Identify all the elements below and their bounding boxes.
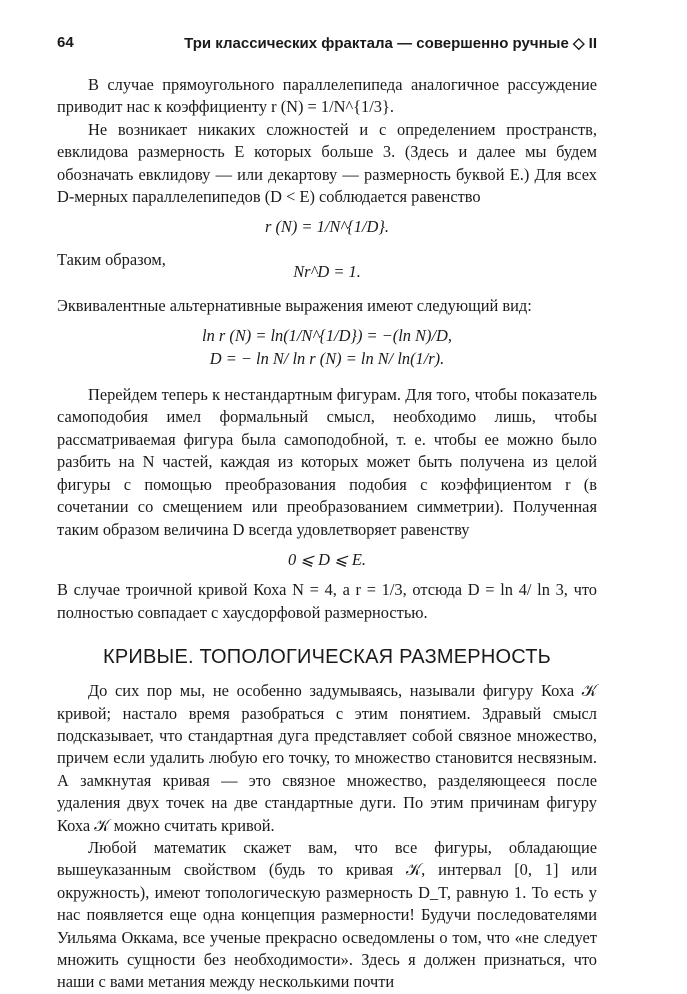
thus-row bbox=[57, 247, 597, 293]
equation-3-line-2: D = − ln N/ ln r (N) = ln N/ ln(1/r). bbox=[209, 348, 445, 368]
paragraph-1: В случае прямоугольного параллелепипеда аналогичное рассуждение приводит нас к коэффициенту r (N) = 1/N^{1/3}. bbox=[57, 75, 597, 117]
equation-4: 0 ⩽ D ⩽ E. bbox=[288, 549, 366, 569]
paragraph-2: Не возникает никаких сложностей и с определением пространств, евклидова размерность E которых больше 3. (Здесь и далее мы будем обозначать евклидову — или декартову — размерность буквой E.) Для всех D-мерных параллелепипедов (D < E) соблюдается равенство bbox=[57, 119, 597, 207]
paragraph-7: Любой математик скажет вам, что все фигуры, обладающие вышеуказанным свойством (будь то кривая 𝒦, интервал [0, 1] или окружность), имеют топологическую размерность D_T, равную 1. То есть у нас появляется еще одна концепция размерности! Будучи последователями Уильяма Оккама, все ученые прекрасно осведомлены о том, что «не следует множить сущности без необходимости». Здесь я должен признаться, что наши с вами метания между несколькими почти bbox=[57, 837, 597, 992]
running-head bbox=[57, 34, 597, 56]
page-content bbox=[57, 74, 597, 994]
equation-2: Nr^D = 1. bbox=[293, 261, 361, 281]
equation-3 bbox=[57, 325, 597, 370]
running-title: Три классических фрактала — совершенно ручные ◇ II bbox=[184, 35, 597, 52]
section-title: КРИВЫЕ. ТОПОЛОГИЧЕСКАЯ РАЗМЕРНОСТЬ bbox=[103, 646, 551, 669]
paragraph-6: До сих пор мы, не особенно задумываясь, называли фигуру Коха 𝒦 кривой; настало время разобраться с этим понятием. Здравый смысл подсказывает, что стандартная дуга представляет собой связное множество, причем если удалить любую его точку, то множество становится несвязным. А замкнутая кривая — это связное множество, разделяющееся после удаления двух точек на две стандартные дуги. По этим причинам фигуру Коха 𝒦 можно считать кривой. bbox=[57, 681, 597, 835]
paragraph-4: Перейдем теперь к нестандартным фигурам. Для того, чтобы показатель самоподобия имел формальный смысл, необходимо лишь, чтобы рассматриваемая фигура была самоподобной, т. е. чтобы ее можно было разбить на N частей, каждая из которых может быть получена из целой фигуры с помощью преобразования подобия с коэффициентом r (в сочетании со смещением или преобразованием симметрии). Полученная таким образом величина D всегда удовлетворяет равенству bbox=[57, 385, 597, 539]
equation-1: r (N) = 1/N^{1/D}. bbox=[265, 217, 389, 237]
paragraph-5: В случае троичной кривой Коха N = 4, а r = 1/3, отсюда D = ln 4/ ln 3, что полностью совпадает с хаусдорфовой размерностью. bbox=[57, 580, 597, 622]
equation-3-line-1: ln r (N) = ln(1/N^{1/D}) = −(ln N)/D, bbox=[202, 326, 452, 346]
thus-label: Таким образом, bbox=[57, 249, 166, 269]
page-number: 64 bbox=[57, 34, 74, 51]
paragraph-3: Эквивалентные альтернативные выражения имеют следующий вид: bbox=[57, 295, 532, 315]
